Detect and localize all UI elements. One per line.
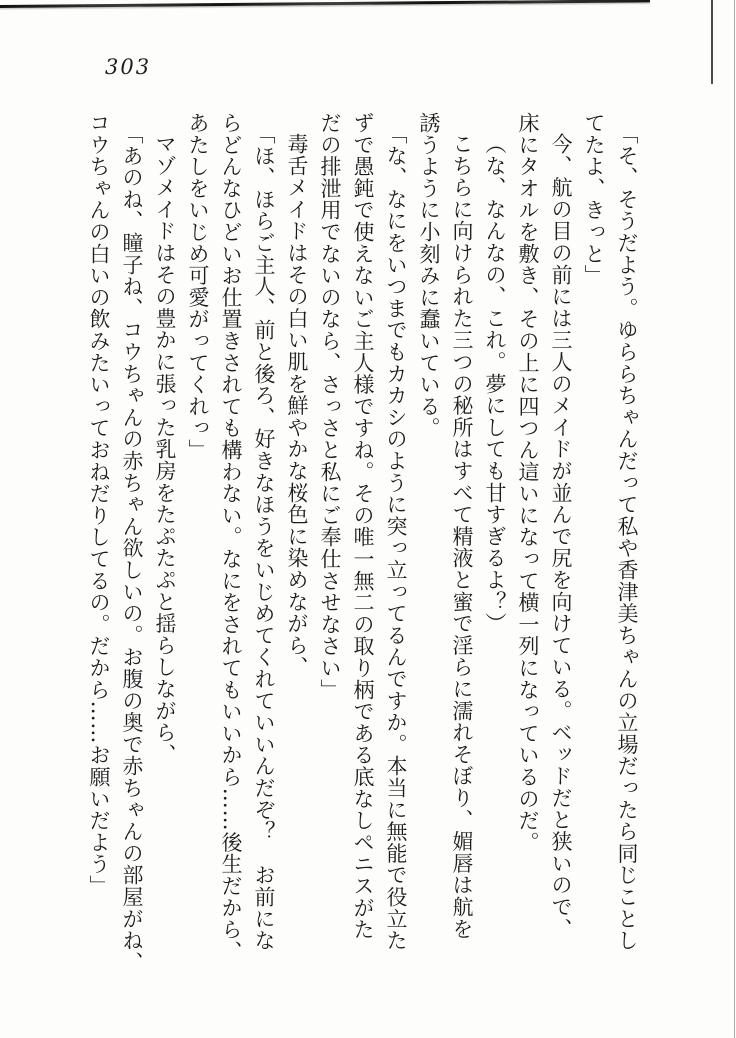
text-line: 「そ、そうだよう。ゆららちゃんだって私や香津美ちゃんの立場だったら同じことし: [615, 122, 639, 951]
text-line: マゾメイドはその豊かに張った乳房をたぷたぷと揺らしながら、: [153, 133, 177, 766]
text-line: コウちゃんの白いの飲みたいっておねだりしてるの。だから……お願いだよう」: [87, 112, 111, 897]
text-line: 毒舌メイドはその白い肌を鮮やかな桜色に染めながら、: [285, 133, 309, 678]
text-line: てたよ、きっと」: [582, 112, 606, 287]
text-line: 「ほ、ほらご主人、前と後ろ、好きなほうをいじめてくれていいんだぞ？ お前にな: [252, 122, 276, 951]
text-line: 「な、なにをいつまでもカカシのように突っ立ってるんですか。本当に無能で役立た: [384, 122, 408, 951]
text-line: 「あのね、瞳子ね、コウちゃんの赤ちゃん欲しいの。お腹の奥で赤ちゃんの部屋がね、: [120, 122, 144, 973]
text-line: 誘うように小刻みに蠢いている。: [417, 112, 441, 439]
text-line: （な、なんなの、これ。夢にしても甘すぎるよ？）: [483, 133, 507, 635]
text-line: だの排泄用でないのなら、さっさと私にご奉仕させなさい」: [318, 112, 342, 701]
scan-edge-line: [734, 0, 736, 1038]
text-line: こちらに向けられた三つの秘所はすべて精液と蜜で淫らに濡れそぼり、媚唇は航を: [450, 133, 474, 940]
text-columns: [82, 112, 643, 997]
page-number: 303: [105, 55, 152, 79]
text-line: らどんなひどいお仕置きされても構わない。なにをされてもいいから……後生だから、: [219, 112, 243, 963]
text-line: 今、航の目の前には三人のメイドが並んで尻を向けている。ベッドだと狭いので、: [549, 133, 573, 940]
corner-rule: [711, 0, 713, 84]
top-rule: [0, 0, 650, 8]
text-line: あたしをいじめ可愛がってくれっ」: [186, 112, 210, 461]
text-line: ずで愚鈍で使えないご主人様ですね。その唯一無二の取り柄である底なしペニスがた: [351, 112, 375, 941]
text-line: 床にタオルを敷き、その上に四つん這いになって横一列になっているのだ。: [516, 112, 540, 854]
